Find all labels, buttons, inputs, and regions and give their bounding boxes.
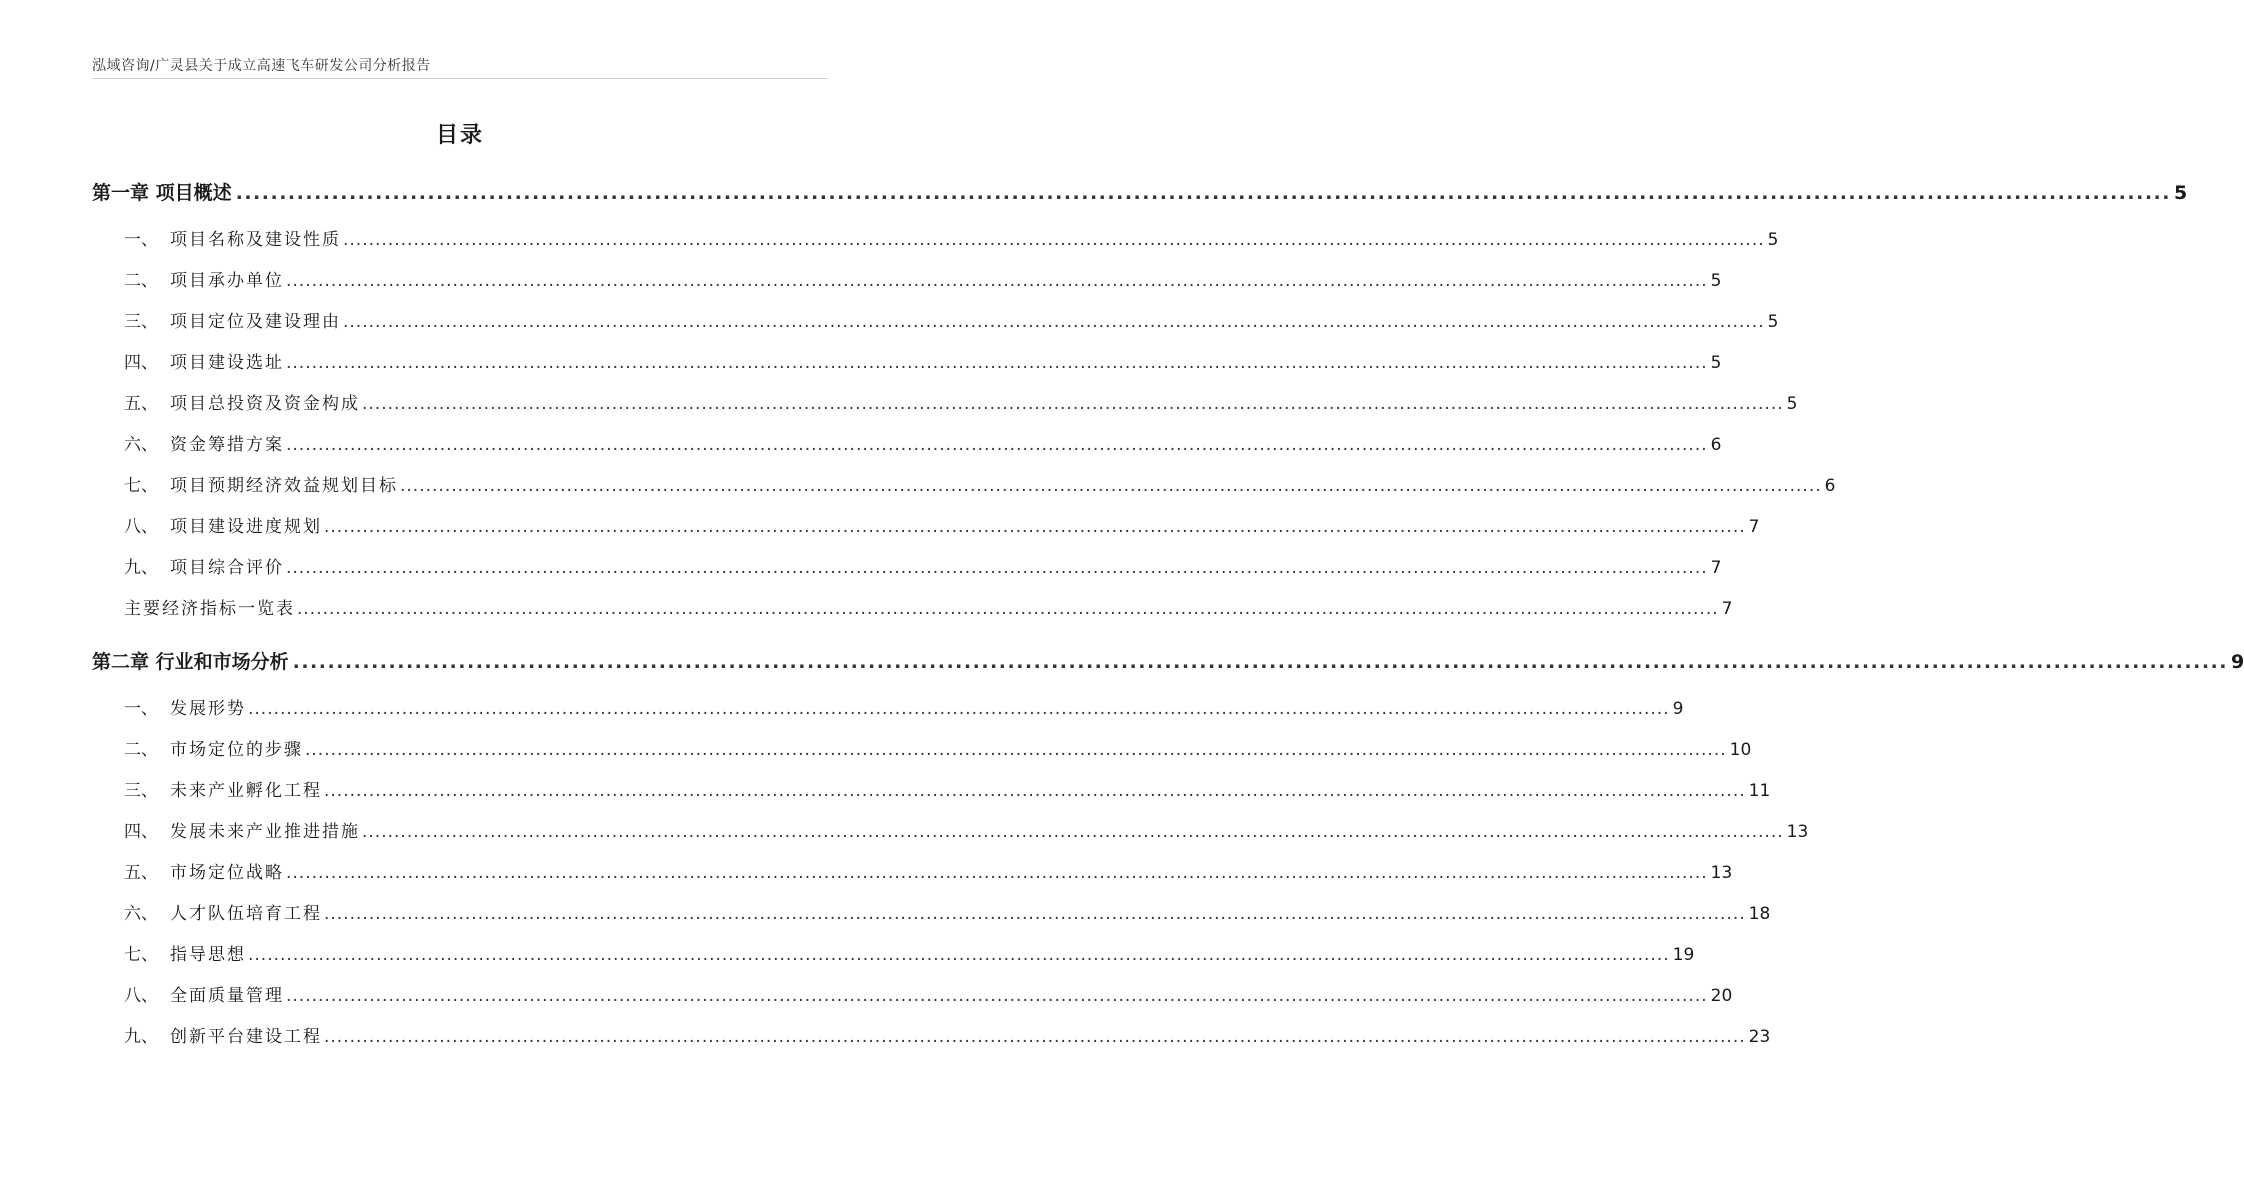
toc-dot-leader: .............................................................................................................................................................................................................................. <box>248 699 1670 719</box>
toc-page-number: 20 <box>1710 986 1733 1006</box>
toc-section-label: 主要经济指标一览表 <box>124 599 295 619</box>
toc-chapter-2[interactable] <box>92 647 2244 687</box>
toc-page-number: 9 <box>1672 699 1684 719</box>
toc-section-2-7[interactable] <box>92 940 1695 981</box>
toc-section-number: 三、 <box>124 781 158 801</box>
toc-section-2-2[interactable] <box>92 735 1752 776</box>
toc-section-number: 三、 <box>124 312 158 332</box>
toc-section-2-5[interactable] <box>92 858 1733 899</box>
toc-dot-leader: .............................................................................................................................................................................................................................. <box>248 945 1670 965</box>
toc-section-2-8[interactable] <box>92 981 1733 1022</box>
toc-section-1-6[interactable] <box>92 430 1722 471</box>
toc-section-1-9[interactable] <box>92 553 1722 594</box>
toc-section-number: 一、 <box>124 230 158 250</box>
toc-page-number: 13 <box>1786 822 1809 842</box>
toc-section-number: 九、 <box>124 1027 158 1047</box>
toc-page-number: 5 <box>1767 312 1779 332</box>
toc-section-number: 一、 <box>124 699 158 719</box>
toc-section-label: 项目预期经济效益规划目标 <box>170 476 398 496</box>
page-header: 泓域咨询/广灵县关于成立高速飞车研发公司分析报告 <box>92 58 431 74</box>
toc-dot-leader: .............................................................................................................................................................................................................................. <box>286 435 1708 455</box>
toc-dot-leader: .............................................................................................................................................................................................................................. <box>324 781 1746 801</box>
toc-section-number: 六、 <box>124 435 158 455</box>
toc-section-label: 市场定位战略 <box>170 863 284 883</box>
toc-section-1-8[interactable] <box>92 512 1760 553</box>
toc-dot-leader: .............................................................................................................................................................................................................................. <box>235 182 2171 204</box>
toc-page-number: 18 <box>1748 904 1771 924</box>
toc-section-label: 创新平台建设工程 <box>170 1027 322 1047</box>
toc-page-number: 5 <box>2173 182 2188 204</box>
toc-page-number: 7 <box>1748 517 1760 537</box>
toc-section-label: 发展未来产业推进措施 <box>170 822 360 842</box>
toc-section-number: 四、 <box>124 822 158 842</box>
toc-section-label: 资金筹措方案 <box>170 435 284 455</box>
toc-page-number: 7 <box>1721 599 1733 619</box>
toc-chapter-1[interactable] <box>92 178 2188 218</box>
toc-section-1-1[interactable] <box>92 225 1779 266</box>
toc-page-number: 5 <box>1710 353 1722 373</box>
toc-dot-leader: .............................................................................................................................................................................................................................. <box>286 986 1708 1006</box>
toc-section-label: 人才队伍培育工程 <box>170 904 322 924</box>
toc-section-number: 八、 <box>124 517 158 537</box>
toc-section-label: 市场定位的步骤 <box>170 740 303 760</box>
toc-page-number: 11 <box>1748 781 1771 801</box>
toc-section-label: 指导思想 <box>170 945 246 965</box>
toc-page-number: 7 <box>1710 558 1722 578</box>
toc-section-number: 七、 <box>124 476 158 496</box>
toc-section-1-10[interactable] <box>92 594 1733 635</box>
toc-section-2-1[interactable] <box>92 694 1684 735</box>
toc-section-2-4[interactable] <box>92 817 1809 858</box>
toc-page-number: 23 <box>1748 1027 1771 1047</box>
toc-section-label: 发展形势 <box>170 699 246 719</box>
toc-section-1-7[interactable] <box>92 471 1836 512</box>
toc-section-2-3[interactable] <box>92 776 1771 817</box>
toc-section-2-6[interactable] <box>92 899 1771 940</box>
toc-page-number: 5 <box>1786 394 1798 414</box>
toc-section-label: 全面质量管理 <box>170 986 284 1006</box>
toc-section-label: 项目名称及建设性质 <box>170 230 341 250</box>
toc-section-number: 四、 <box>124 353 158 373</box>
toc-chapter-label: 第一章 项目概述 <box>92 182 232 204</box>
toc-section-number: 五、 <box>124 863 158 883</box>
toc-dot-leader: .............................................................................................................................................................................................................................. <box>343 312 1765 332</box>
toc-section-number: 六、 <box>124 904 158 924</box>
toc-dot-leader: .............................................................................................................................................................................................................................. <box>292 651 2228 673</box>
toc-section-label: 项目综合评价 <box>170 558 284 578</box>
toc-section-2-9[interactable] <box>92 1022 1771 1063</box>
toc-section-number: 八、 <box>124 986 158 1006</box>
toc-section-1-5[interactable] <box>92 389 1798 430</box>
toc-dot-leader: .............................................................................................................................................................................................................................. <box>362 822 1784 842</box>
toc-section-label: 项目定位及建设理由 <box>170 312 341 332</box>
toc-section-1-2[interactable] <box>92 266 1722 307</box>
toc-section-1-4[interactable] <box>92 348 1722 389</box>
toc-section-1-3[interactable] <box>92 307 1779 348</box>
table-of-contents <box>92 178 2244 1063</box>
toc-page-number: 13 <box>1710 863 1733 883</box>
toc-dot-leader: .............................................................................................................................................................................................................................. <box>362 394 1784 414</box>
toc-page-number: 19 <box>1672 945 1695 965</box>
toc-page-number: 10 <box>1729 740 1752 760</box>
toc-dot-leader: .............................................................................................................................................................................................................................. <box>286 353 1708 373</box>
header-rule <box>92 78 828 79</box>
toc-dot-leader: .............................................................................................................................................................................................................................. <box>305 740 1727 760</box>
toc-dot-leader: .............................................................................................................................................................................................................................. <box>324 517 1746 537</box>
toc-page-number: 6 <box>1710 435 1722 455</box>
toc-section-label: 未来产业孵化工程 <box>170 781 322 801</box>
toc-dot-leader: .............................................................................................................................................................................................................................. <box>286 558 1708 578</box>
toc-page-number: 6 <box>1824 476 1836 496</box>
toc-section-number: 二、 <box>124 271 158 291</box>
toc-dot-leader: .............................................................................................................................................................................................................................. <box>286 271 1708 291</box>
toc-dot-leader: .............................................................................................................................................................................................................................. <box>324 904 1746 924</box>
toc-page-number: 5 <box>1710 271 1722 291</box>
toc-section-number: 五、 <box>124 394 158 414</box>
toc-title: 目录 <box>435 123 484 148</box>
toc-section-number: 九、 <box>124 558 158 578</box>
toc-section-label: 项目承办单位 <box>170 271 284 291</box>
toc-section-label: 项目建设选址 <box>170 353 284 373</box>
toc-page-number: 5 <box>1767 230 1779 250</box>
toc-section-label: 项目建设进度规划 <box>170 517 322 537</box>
toc-dot-leader: .............................................................................................................................................................................................................................. <box>400 476 1822 496</box>
toc-dot-leader: .............................................................................................................................................................................................................................. <box>297 599 1719 619</box>
toc-section-number: 二、 <box>124 740 158 760</box>
toc-dot-leader: .............................................................................................................................................................................................................................. <box>286 863 1708 883</box>
toc-dot-leader: .............................................................................................................................................................................................................................. <box>324 1027 1746 1047</box>
toc-section-number: 七、 <box>124 945 158 965</box>
toc-dot-leader: .............................................................................................................................................................................................................................. <box>343 230 1765 250</box>
toc-page-number: 9 <box>2230 651 2244 673</box>
toc-chapter-label: 第二章 行业和市场分析 <box>92 651 289 673</box>
toc-section-label: 项目总投资及资金构成 <box>170 394 360 414</box>
